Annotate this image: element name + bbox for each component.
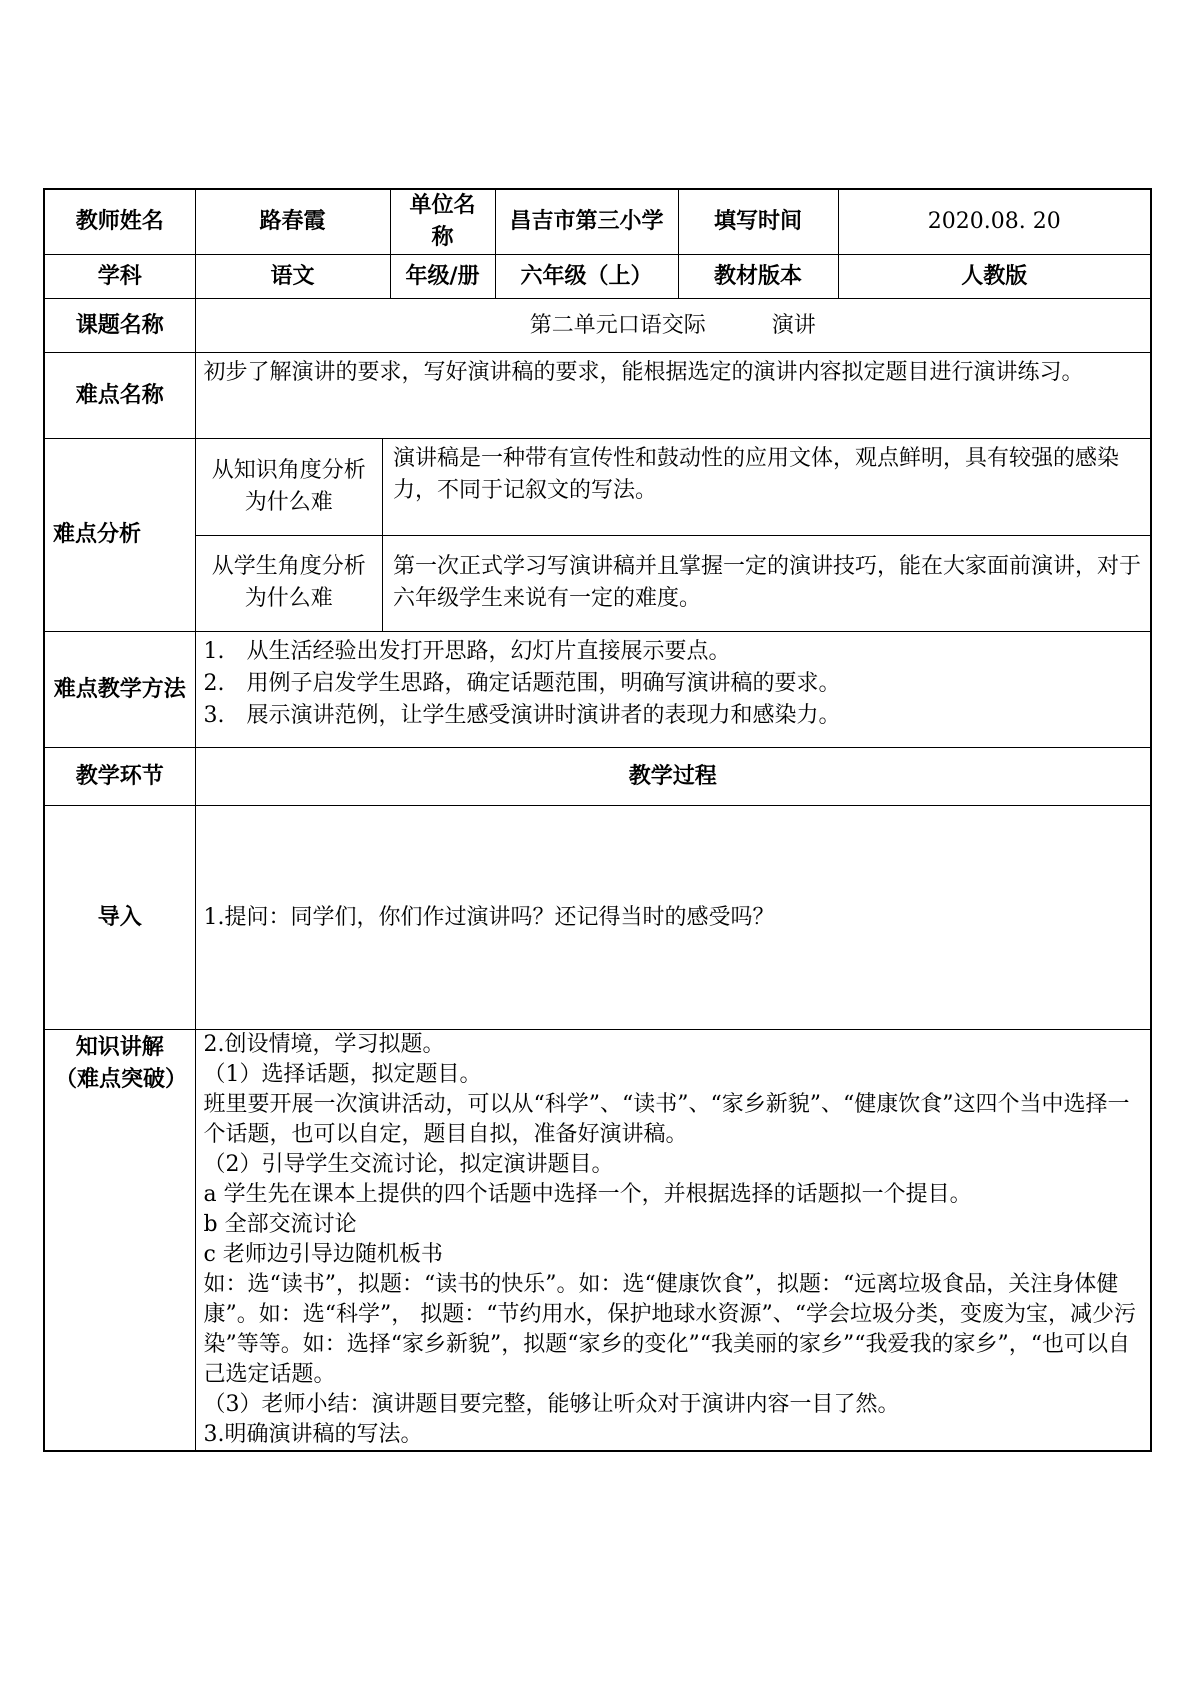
lesson-plan-sheet: [43, 188, 1150, 1528]
teacher-label: 教师姓名: [44, 189, 195, 255]
difficulty-analysis-label: 难点分析: [44, 439, 195, 632]
knowledge-line: （3）老师小结：演讲题目要完整，能够让听众对于演讲内容一目了然。: [203, 1392, 900, 1417]
knowledge-content: [195, 1030, 1151, 1452]
difficulty-name-label: 难点名称: [44, 353, 195, 439]
row-lesson-title: [44, 299, 1151, 353]
intro-text: 1.提问：同学们，你们作过演讲吗？还记得当时的感受吗？: [195, 806, 1151, 1030]
teaching-method-list: [195, 632, 1151, 748]
lesson-title-value: 第二单元口语交际 演讲: [195, 299, 1151, 353]
knowledge-line: 2.创设情境，学习拟题。: [203, 1032, 445, 1057]
knowledge-label: 知识讲解（难点突破）: [44, 1030, 195, 1452]
edition-label: 教材版本: [678, 255, 838, 299]
process-header: 教学过程: [195, 748, 1151, 806]
lesson-plan-table: [43, 188, 1152, 1452]
subject-value: 语文: [195, 255, 390, 299]
difficulty-name-value: 初步了解演讲的要求，写好演讲稿的要求，能根据选定的演讲内容拟定题目进行演讲练习。: [195, 353, 1151, 439]
grade-value: 六年级（上）: [495, 255, 678, 299]
unit-value: 昌吉市第三小学: [495, 189, 678, 255]
knowledge-line: （1）选择话题，拟定题目。: [203, 1062, 482, 1087]
analysis-subgrid-cell: [195, 439, 1151, 632]
grade-label: 年级/册: [390, 255, 495, 299]
teaching-method-label: 难点教学方法: [44, 632, 195, 748]
unit-label: 单位名称: [390, 189, 495, 255]
row-teaching-method: [44, 632, 1151, 748]
teacher-value: 路春霞: [195, 189, 390, 255]
knowledge-angle-label: 从知识角度分析为什么难: [196, 439, 383, 535]
knowledge-line: （2）引导学生交流讨论，拟定演讲题目。: [203, 1152, 614, 1177]
method-item: 3. 展示演讲范例，让学生感受演讲时演讲者的表现力和感染力。: [203, 703, 841, 728]
row-subject: [44, 255, 1151, 299]
intro-label: 导入: [44, 806, 195, 1030]
row-intro: [44, 806, 1151, 1030]
fill-time-label: 填写时间: [678, 189, 838, 255]
knowledge-line: a 学生先在课本上提供的四个话题中选择一个，并根据选择的话题拟一个提目。: [203, 1182, 972, 1207]
method-item: 2. 用例子启发学生思路，确定话题范围，明确写演讲稿的要求。: [203, 671, 841, 696]
subject-label: 学科: [44, 255, 195, 299]
analysis-subgrid: [196, 439, 1151, 631]
edition-value: 人教版: [838, 255, 1151, 299]
knowledge-line: 班里要开展一次演讲活动，可以从“科学”、“读书”、“家乡新貌”、“健康饮食”这四个当中选择一个话题，也可以自定，题目自拟，准备好演讲稿。: [203, 1092, 1130, 1147]
method-item: 1. 从生活经验出发打开思路，幻灯片直接展示要点。: [203, 639, 731, 664]
row-teacher: [44, 189, 1151, 255]
fill-time-value: 2020.08. 20: [838, 189, 1151, 255]
row-difficulty-analysis: [44, 439, 1151, 632]
stage-header: 教学环节: [44, 748, 195, 806]
row-knowledge: [44, 1030, 1151, 1452]
lesson-title-label: 课题名称: [44, 299, 195, 353]
knowledge-angle-text: 演讲稿是一种带有宣传性和鼓动性的应用文体，观点鲜明，具有较强的感染力，不同于记叙文的写法。: [383, 439, 1151, 535]
row-process-header: [44, 748, 1151, 806]
knowledge-line: b 全部交流讨论: [203, 1212, 357, 1237]
knowledge-line: c 老师边引导边随机板书: [203, 1242, 443, 1267]
student-angle-label: 从学生角度分析为什么难: [196, 535, 383, 631]
knowledge-line: 如：选“读书”，拟题：“读书的快乐”。如：选“健康饮食”，拟题：“远离垃圾食品，关注身体健康”。如：选“科学”， 拟题：“节约用水，保护地球水资源”、“学会垃圾分类，变废为宝，减少污染”等等。如：选择“家乡新貌”，拟题“家乡的变化”“我美丽的家乡”“我爱我的家乡”，“也可以自己选定话题。: [203, 1272, 1136, 1387]
row-difficulty-name: [44, 353, 1151, 439]
student-angle-text: 第一次正式学习写演讲稿并且掌握一定的演讲技巧，能在大家面前演讲，对于六年级学生来说有一定的难度。: [383, 535, 1151, 631]
knowledge-line: 3.明确演讲稿的写法。: [203, 1422, 423, 1447]
